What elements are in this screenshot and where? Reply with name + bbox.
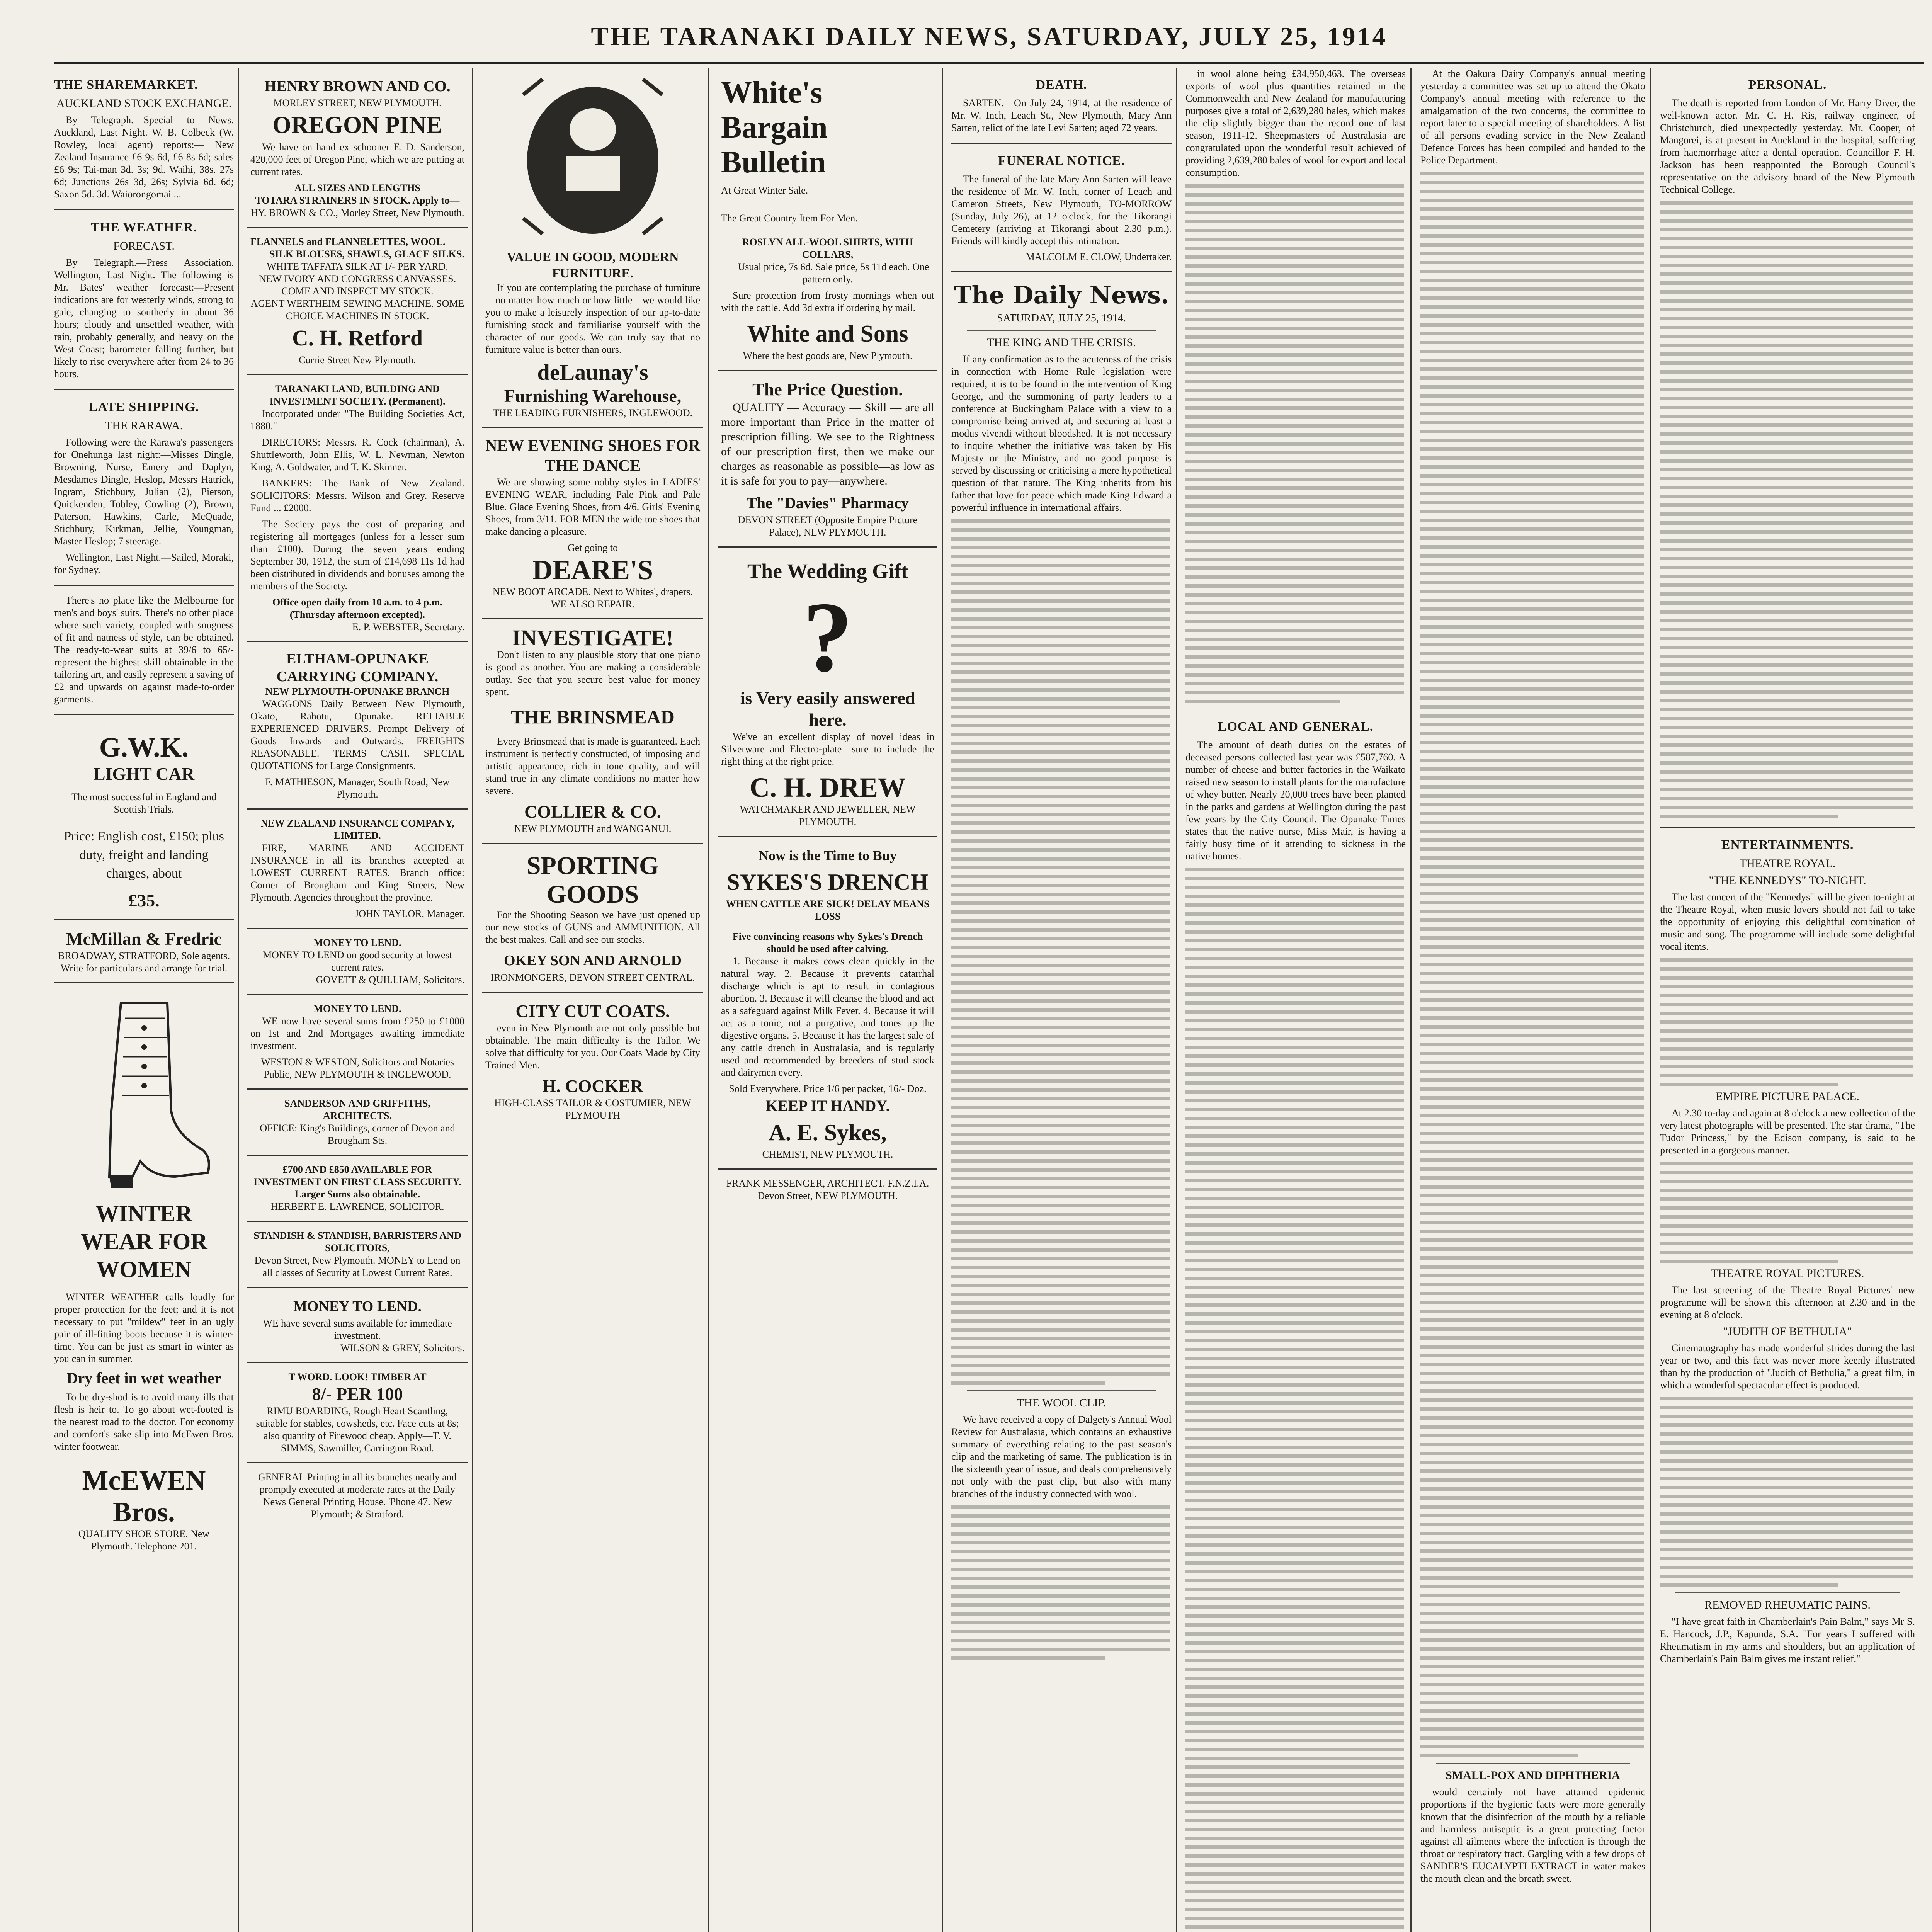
society-incorporation: Incorporated under "The Building Societies Act, 1880." [250,408,464,432]
standish-name: STANDISH & STANDISH, BARRISTERS AND SOLICITORS, [253,1230,461,1253]
wool-clip-heading: THE WOOL CLIP. [1017,1396,1106,1409]
dry-feet-text: To be dry-shod is to avoid many ills that flesh is heir to. To go about wet-footed is the nearest road to the doctor. For economy and comfort's sake slip into McEwen Bros. winter footwear. [54,1391,234,1452]
sporting-goods-advertisement [482,844,703,993]
money-heading: MONEY TO LEND. [313,937,401,948]
furniture-caption: VALUE IN GOOD, MODERN FURNITURE. [507,250,679,281]
retford-address: Currie Street New Plymouth. [299,354,416,366]
eltham-branch: NEW PLYMOUTH-OPUNAKE BRANCH [265,686,450,697]
okey-name: OKEY SON AND ARNOLD [504,952,682,969]
nzi-name: NEW ZEALAND INSURANCE COMPANY, LIMITED. [260,818,454,841]
column-rule [1176,68,1177,1932]
henry-brown-address: MORLEY STREET, NEW PLYMOUTH. [273,97,442,109]
wedding-gift-subheading: is Very easily answered here. [740,688,915,730]
retford-name: C. H. Retford [292,325,423,350]
divider [1436,1763,1630,1764]
divider [951,143,1172,144]
death-notice: SARTEN.—On July 24, 1914, at the residence of Mr. W. Inch, Leach St., New Plymouth, Mary Ann Sarten, relict of the late Levi Sarten; aged 72 years. [951,97,1172,133]
judith-text: Cinematography has made wonderful strides during the last year or two, and this fact was never more keenly illustrated than by the production of "Judith of Bethulia," a great film, in which a wonderful spectacular effect is produced. [1660,1342,1915,1391]
whites-side: At Great Winter Sale. [721,185,808,196]
sykes-drench-name: SYKES'S DRENCH [727,869,929,895]
keep-handy: KEEP IT HANDY. [765,1097,890,1114]
winter-wear-title: WINTER WEAR FOR WOMEN [80,1201,207,1282]
deares-intro: Get going to [568,542,618,553]
oregon-pine-title: OREGON PINE [272,112,442,138]
local-general-continued [1185,868,1406,1932]
whites-title-3: Bulletin [721,145,826,179]
money-heading: MONEY TO LEND. [293,1298,422,1315]
money-text: MONEY TO LEND on good security at lowest current rates. [263,949,452,973]
investigate-advertisement [482,619,703,844]
theatre-text: The last concert of the "Kennedys" will be given to-night at the Theatre Royal, when music lovers should not fail to take the opportunity of enjoying this delightful combination of music and song. The programme will include some delightful vocal items. [1660,891,1915,952]
deares-name: DEARE'S [532,554,653,585]
gwk-subtitle: LIGHT CAR [93,764,195,784]
melbourne-ad-text: There's no place like the Melbourne for men's and boys' suits. There's no other place where such variety, coupled with snugness of fit and natness of style, can be obtained. The ready-to-wear suits at 39/6 to 65/- represent the highest skill obtainable in the tailoring art, and easily represent a saving of £2 and upwards on against made-to-order garments. [54,595,234,705]
king-crisis-text: If any confirmation as to the acuteness of the crisis in connection with Home Rule legislation were required, it is to be found in the intervention of King George, and the summoning of party leaders to a conference at Buckingham Palace with a view to a compromise being arrived at, and securing at least a modus vivendi without bloodshed. It is not necessary to inquire whether the initiative was taken by His Majesty or the Ministry, and no good purpose is served by discussing or criticising a mere hypothetical question of that nature. The King inherits from his father that love for peace which made King Edward a powerful influence in international affairs. [951,354,1172,513]
gwk-price: Price: English cost, £150; plus duty, freight and landing charges, about [64,829,224,881]
kennedys-heading: "THE KENNEDYS" TO-NIGHT. [1709,874,1866,887]
mcmillan-name: McMillan & Fredric [66,929,222,949]
eltham-advertisement [247,642,468,810]
furniture-illustration [508,71,678,242]
delaunay-name: deLaunay's [537,360,648,385]
wedding-gift-advertisement [718,548,937,837]
personal-continued [1660,201,1915,818]
eltham-text: WAGGONS Daily Between New Plymouth, Okato, Rahotu, Opunake. RELIABLE EXPERIENCED DRIVERS. Prompt Delivery of Goods Inwards and Outwards. FREIGHTS REASONABLE. TERMS CASH. SPECIAL QUOTATIONS for Large Consignments. [250,698,464,771]
shipping-heading: LATE SHIPPING. [88,400,199,414]
roslyn-text: Sure protection from frosty mornings when out with the cattle. Add 3d extra if ordering by mail. [721,290,934,313]
divider [967,330,1156,331]
standish-advertisement [247,1222,468,1288]
mcmillan-advertisement [54,920,234,983]
editorial-date: SATURDAY, JULY 25, 1914. [997,312,1126,324]
investment-advertisement [247,1156,468,1222]
investment-text: £700 AND £850 AVAILABLE FOR INVESTMENT ON FIRST CLASS SECURITY. Larger Sums also obtainable. [253,1164,461,1200]
delaunay-warehouse: Furnishing Warehouse, [504,386,682,406]
timber-heading: T WORD. LOOK! TIMBER AT [288,1371,427,1383]
whites-advertisement [718,68,937,371]
funeral-notice: The funeral of the late Mary Ann Sarten will leave the residence of Mr. W. Inch, corner of Leach and Cameron Streets, New Plymouth, TO-MORROW (Sunday, July 26), at 12 o'clock, for the Tikorangi Cemetery (arriving at Tikorangi about 2.30 p.m.). Friends will kindly accept this intimation. [951,173,1172,247]
retford-advertisement [247,228,468,375]
empire-text: At 2.30 to-day and again at 8 o'clock a new collection of the very latest photographs will be presented. The star drama, "The Tudor Princess," by the Edison company, is said to be presented in a gorgeous manner. [1660,1107,1915,1156]
money-to-lend-2 [247,995,468,1090]
divider [54,585,234,586]
sykes-drench-advertisement [718,837,937,1170]
building-society-advertisement [247,375,468,642]
nzi-text: FIRE, MARINE AND ACCIDENT INSURANCE in all its branches accepted at LOWEST CURRENT RATES. Branch office: Corner of Brougham and King Streets, New Plymouth. Agencies throughout the province. [250,842,464,903]
money-to-lend-1 [247,929,468,995]
society-directors: DIRECTORS: Messrs. R. Cock (chairman), A. Shuttleworth, John Ellis, W. L. Newman, Newton King, A. Goldwater, and T. K. Skinner. [250,437,464,473]
shipping-text: Following were the Rarawa's passengers for Onehunga last night:—Misses Dingle, Browning, Nurse, Emery and Daplyn, Mesdames Dingle, Heslop, Messrs Hatrick, Ingram, Stichbury, Julian (2), Pierson, Quickenden, Tobley, Cowling (2), Brown, Paterson, Hawkins, Carle, McQuade, Stichbury, Kirkman, Jellie, Youngman, Master Heslop; 7 steerage. [54,437,234,547]
wedding-gift-heading: The Wedding Gift [747,560,908,583]
weather-heading: THE WEATHER. [90,220,197,235]
wool-clip-continued [951,1505,1172,1660]
oregon-pine-text: We have on hand ex schooner E. D. Sanderson, 420,000 feet of Oregon Pine, which we are putting at current rates. [250,141,464,177]
column-rule [708,68,709,1932]
drew-subtitle: WATCHMAKER AND JEWELLER, NEW PLYMOUTH. [740,804,916,827]
standish-text: Devon Street, New Plymouth. MONEY to Lend on all classes of Security at Lowest Current Rates. [254,1255,461,1278]
ae-sykes-name: A. E. Sykes, [769,1120,887,1145]
oregon-sizes: ALL SIZES AND LENGTHS [294,182,420,194]
collier-address: NEW PLYMOUTH and WANGANUI. [514,823,672,834]
city-coats-text: even in New Plymouth are not only possible but obtainable. The main difficulty is the Tailor. We solve that difficulty for you. Our Coats Made by City Trained Men. [485,1022,700,1071]
column-rule [238,68,239,1932]
local-general-heading: LOCAL AND GENERAL. [1218,719,1374,734]
judith-heading: "JUDITH OF BETHULIA" [1723,1325,1852,1338]
column-6 [1185,68,1406,1932]
theatre-continued [1660,958,1915,1086]
nzi-manager: JOHN TAYLOR, Manager. [355,908,464,919]
column-rule [1650,68,1651,1932]
column-4 [718,68,937,1932]
city-coats-heading: CITY CUT COATS. [515,1001,670,1021]
sharemarket-heading: THE SHAREMARKET. [54,78,198,92]
divider [54,714,234,715]
boot-illustration [75,995,214,1196]
totara-strainers: TOTARA STRAINERS IN STOCK. Apply to— [255,195,460,206]
whites-item: The Great Country Item For Men. [721,213,858,224]
timber-advertisement [247,1363,468,1463]
money-heading: MONEY TO LEND. [313,1003,401,1014]
sporting-goods-heading: SPORTING GOODS [526,852,659,908]
judith-continued [1660,1397,1915,1587]
divider [54,389,234,390]
column-8 [1660,68,1915,1932]
theatre-royal-heading: THEATRE ROYAL. [1739,857,1836,870]
money-solicitors: WILSON & GREY, Solicitors. [340,1342,464,1354]
divider [967,1390,1156,1391]
sykes-reasons: 1. Because it makes cows clean quickly in the natural way. 2. Because it prevents catarrhal discharge which is apt to result in contagious abortion. 3. Because it will cleanse the blood and act as a safeguard against Milk Fever. 4. Because it will act as a tonic, not a purgative, and tones up the digestive organs. 5. Because it has the largest sale of any cattle drench in Australasia, and is regularly used and recommended by breeders of stud stock and dairymen every. [721,956,934,1078]
flannels-line: FLANNELS and FLANNELETTES, WOOL. [250,236,446,247]
funeral-heading: FUNERAL NOTICE. [998,154,1125,168]
investigate-heading: INVESTIGATE! [512,625,673,650]
evening-shoes-heading: NEW EVENING SHOES FOR THE DANCE [485,437,700,475]
drew-name: C. H. DREW [749,772,906,803]
question-mark-icon: ? [803,582,853,693]
davies-address: DEVON STREET (Opposite Empire Picture Palace), NEW PLYMOUTH. [738,514,918,538]
whites-title-2: Bargain [721,111,828,145]
messenger-advertisement [718,1170,937,1210]
city-coats-advertisement [482,993,703,1129]
money-to-lend-3 [247,1288,468,1363]
timber-price: 8/- PER 100 [312,1384,403,1404]
mcmillan-text: Write for particulars and arrange for trial. [60,963,228,974]
furniture-illustration-block [482,71,703,242]
gwk-advertisement [54,724,234,920]
sanderson-office: OFFICE: King's Buildings, corner of Devon and Brougham Sts. [260,1122,455,1146]
sykes-sick-line: WHEN CATTLE ARE SICK! DELAY MEANS LOSS [726,898,930,922]
death-heading: DEATH. [1036,78,1087,92]
society-secretary: E. P. WEBSTER, Secretary. [352,621,464,633]
sporting-goods-text: For the Shooting Season we have just opened up our new stocks of GUNS and AMMUNITION. All the best makes. Call and see our stocks. [485,909,700,945]
local-general-column-text: At the Oakura Dairy Company's annual meeting yesterday a committee was set up to attend the Okato Company's annual meeting with reference to the amalgamation of the two concerns, the committee to report later to a special meeting of shareholders. A list of all persons evading service in the New Zealand Defence Forces has been compiled and handed to the Police Department. [1420,68,1645,166]
society-name: TARANAKI LAND, BUILDING AND INVESTMENT SOCIETY. (Permanent). [269,383,446,407]
winter-wear-advertisement [54,983,234,1291]
evening-shoes-text: We are showing some nobby styles in LADIES' EVENING WEAR, including Pale Pink and Pale Blue. Glace Evening Shoes, from 4/6. Girls' Evening Shoes, from 3/11. FOR MEN the wide toe shoes that make dancing a pleasure. [485,476,700,537]
sanderson-name: SANDERSON AND GRIFFITHS, ARCHITECTS. [284,1098,430,1121]
society-bankers: BANKERS: The Bank of New Zealand. SOLICITORS: Messrs. Wilson and Grey. Reserve Fund ... £2000. [250,478,464,514]
wool-clip-text: We have received a copy of Dalgety's Annual Wool Review for Australasia, which contains an exhaustive summary of everything relating to the past season's clip and the marketing of same. The publication is in the sixteenth year of issue, and deals comprehensively not only with the past clip, but also with many branches of the industry connected with wool. [951,1414,1172,1499]
money-text: WE now have several sums from £250 to £1000 on 1st and 2nd Mortgages awaiting immediate investment. [250,1015,464,1051]
messenger-text: FRANK MESSENGER, ARCHITECT. F.N.Z.I.A. Devon Street, NEW PLYMOUTH. [726,1178,929,1201]
whites-title-1: White's [721,76,823,110]
pictures-heading: THEATRE ROYAL PICTURES. [1711,1267,1864,1280]
nz-insurance-advertisement [247,810,468,929]
collier-name: COLLIER & CO. [524,802,661,821]
delaunay-address: THE LEADING FURNISHERS, INGLEWOOD. [493,407,693,418]
sanderson-advertisement [247,1090,468,1156]
price-question-text: QUALITY — Accuracy — Skill — are all more important than Price in the matter of prescription filling. We see to the Rightness of our prescription first, then we make our charges as reasonable as possible—as low as it is safe for you to pay—anywhere. [721,401,934,487]
exchange-heading: AUCKLAND STOCK EXCHANGE. [56,97,232,110]
furniture-advertisement [482,242,703,428]
smallpox-text: would certainly not have attained epidemic proportions if the hygienic facts were more generally known that the disinfection of the mouth by a reliable and harmless antiseptic is a great protecting factor against all ailments where the infection is through the throat or respiratory tract. Gargling with a few drops of SANDER'S EUCALYPTI EXTRACT in water makes the mouth clean and the breath sweet. [1420,1786,1645,1884]
white-and-sons-subtitle: Where the best goods are, New Plymouth. [743,350,913,361]
society-text: The Society pays the cost of preparing and registering all mortgages (unless for a lesser sum than £100). During the seven years ending September 30, 1912, the sum of £14,698 11s 1d had been distributed in dividends and bonuses among the members of the Society. [250,519,464,592]
mcewen-name: McEWEN Bros. [82,1465,206,1527]
white-and-sons: White and Sons [747,321,908,347]
masthead: THE TARANAKI DAILY NEWS, SATURDAY, JULY 25, 1914 [591,22,1388,51]
exchange-report: By Telegraph.—Special to News. Auckland, Last Night. W. B. Colbeck (W. Rowley, local agent) reports:— New Zealand Insurance £6 9s 6d, £6 8s 6d; sales £6 9s; Tai-man 3d. 3s; 9d. Waihi, 38s. 27s 6d; Junctions 26s 3d, 26s; Sylvia 6d. 6d; Saxon 5d. 3d. Waiorongomai ... [54,114,234,200]
totara-contact: HY. BROWN & CO., Morley Street, New Plymouth. [250,207,464,218]
daily-news-title: The Daily News. [954,281,1169,309]
taffeta-line: WHITE TAFFATA SILK AT 1/- PER YARD. [267,261,448,272]
forecast-text: By Telegraph.—Press Association. Wellington, Last Night. The following is Mr. Bates' weather forecast:—Present indications are for westerly winds, strong to gale, changing to southerly in about 36 hours; cloudy and unsettled weather, with rain, probably generally, and heavy on the West Coast; barometer falling further, but likely to rise everywhere after from 24 to 36 hours. [54,257,234,379]
divider [951,271,1172,272]
wertheim-line: AGENT WERTHEIM SEWING MACHINE. SOME CHOICE MACHINES IN STOCK. [250,298,464,321]
price-question-advertisement [718,371,937,548]
king-crisis-continued [951,519,1172,1385]
brinsmead-heading: THE BRINSMEAD [511,706,675,728]
cocker-name: H. COCKER [542,1076,643,1096]
column-rule [1410,68,1412,1932]
dry-feet-heading: Dry feet in wet weather [66,1369,221,1387]
brinsmead-text: Every Brinsmead that is made is guaranteed. Each instrument is perfectly constructed, of imposing and artistic appearance, rich in tone quality, and will stand true in any climate conditions no matter how severe. [485,736,700,796]
roslyn-price: Usual price, 7s 6d. Sale price, 5s 11d each. One pattern only. [738,261,929,285]
evening-shoes-advertisement [482,428,703,619]
investment-solicitor: HERBERT E. LAWRENCE, SOLICITOR. [270,1201,444,1212]
personal-text: The death is reported from London of Mr. Harry Diver, the well-known actor. Mr. C. H. Ris, railway engineer, of Christchurch, died unexpectedly yesterday. Mr. Cooper, of Mangorei, is at present in Auckland in the hospital, suffering from haemorrhage after a dental operation. Councillor F. H. Jackson has been reappointed the Borough Council's representative on the advisory board of the New Plymouth Technical College. [1660,97,1915,195]
empire-continued [1660,1162,1915,1263]
divider [54,209,234,210]
price-question-heading: The Price Question. [752,379,903,399]
henry-brown-advertisement [247,68,468,228]
column-7 [1420,68,1645,1932]
divider [1675,1592,1900,1593]
mcewen-advertisement [54,1457,234,1560]
shipping-text-2: Wellington, Last Night.—Sailed, Moraki, for Sydney. [54,552,234,575]
society-office-hours: Office open daily from 10 a.m. to 4 p.m. (Thursday afternoon excepted). [272,597,443,620]
sykes-sold: Sold Everywhere. Price 1/6 per packet, 16/- Doz. [729,1083,927,1094]
shipping-subheading: THE RARAWA. [105,419,183,432]
smallpox-heading: SMALL-POX AND DIPHTHERIA [1446,1769,1620,1782]
rheumatic-heading: REMOVED RHEUMATIC PAINS. [1704,1599,1871,1611]
gwk-text: The most successful in England and Scottish Trials. [71,791,216,815]
column-2 [247,68,468,1932]
mcewen-subtitle: QUALITY SHOE STORE. New Plymouth. Telephone 201. [78,1528,210,1552]
printing-text: GENERAL Printing in all its branches neatly and promptly executed at moderate rates at the Daily News General Printing House. 'Phone 47. New Plymouth; & Stratford. [258,1471,457,1520]
davies-name: The "Davies" Pharmacy [747,494,909,512]
rheumatic-text: "I have great faith in Chamberlain's Pain Balm," says Mr S. E. Hancock, J.P., Kapunda, S.A. "For years I suffered with Rheumatism in my arms and shoulders, but an application of Chamberlain's Pain Balm gives me instant relief." [1660,1616,1915,1664]
gwk-title: G.W.K. [99,732,189,763]
personal-heading: PERSONAL. [1748,78,1827,92]
money-text: WE have several sums available for immediate investment. [263,1318,452,1341]
furniture-text: If you are contemplating the purchase of furniture—no matter how much or how little—we would like you to make a leisurely inspection of our up-to-date furnishing stock and familiarise yourself with the character of our goods. We can truly say that no furniture value is better than ours. [485,282,700,355]
pictures-text: The last screening of the Theatre Royal Pictures' new programme will be shown this afternoon at 2.30 and in the evening at 8 o'clock. [1660,1284,1915,1320]
entertainments-heading: ENTERTAINMENTS. [1721,838,1854,852]
money-solicitors: GOVETT & QUILLIAM, Solicitors. [316,974,464,985]
local-general-text: The amount of death duties on the estates of deceased persons collected last year was £587,760. A number of cheese and butter factories in the Waikato raised new season to install plants for the manufacture of whey butter. Nearly 20,000 trees have been planted in the parks and gardens at Wellington during the past few years by the City Council. The Opunake Times states that the native nurse, Miss Mair, is having a fairly busy time of it attending to sickness in the native homes. [1185,739,1406,862]
mcmillan-address: BROADWAY, STRATFORD, Sole agents. [58,950,230,961]
column-rule [942,68,943,1932]
deares-subtitle: NEW BOOT ARCADE. Next to Whites', drapers. WE ALSO REPAIR. [492,586,693,610]
investigate-text: Don't listen to any plausible story that one piano is good as another. You are making a considerable outlay. See that you secure best value for money spent. [485,649,700,697]
funeral-undertaker: MALCOLM E. CLOW, Undertaker. [1026,251,1172,262]
column-5 [951,68,1172,1932]
silk-line: SILK BLOUSES, SHAWLS, GLACE SILKS. [269,248,464,260]
king-crisis-heading: THE KING AND THE CRISIS. [987,336,1136,349]
ae-sykes-subtitle: CHEMIST, NEW PLYMOUTH. [762,1149,893,1160]
eltham-name: ELTHAM-OPUNAKE CARRYING COMPANY. [276,651,439,685]
divider [1660,827,1915,828]
empire-heading: EMPIRE PICTURE PALACE. [1716,1090,1859,1103]
eltham-manager: F. MATHIESON, Manager, South Road, New Plymouth. [265,776,450,800]
roslyn-shirts: ROSLYN ALL-WOOL SHIRTS, WITH COLLARS, [742,236,913,260]
column-1 [54,68,234,1932]
sykes-five-reasons: Five convincing reasons why Sykes's Drench should be used after calving. [732,931,923,954]
winter-wear-text: WINTER WEATHER calls loudly for proper protection for the feet; and it is not necessary to put "mildew" feet in an ugly pair of ill-fitting boots because it is winter-time. You can be just as smart in winter as you can in summer. [54,1291,234,1364]
timber-text: RIMU BOARDING, Rough Heart Scantling, suitable for stables, cowsheds, etc. Face cuts at 8s; also quantity of Firewood cheap. Apply—T. V. SIMMS, Sawmiller, Carrington Road. [256,1405,459,1454]
money-solicitors: WESTON & WESTON, Solicitors and Notaries Public, NEW PLYMOUTH & INGLEWOOD. [261,1056,454,1080]
wool-clip-continued [1185,184,1406,703]
local-general-column-continued [1420,172,1645,1757]
sykes-heading: Now is the Time to Buy [759,848,897,863]
henry-brown-name: HENRY BROWN AND CO. [264,77,451,95]
column-rule [472,68,473,1932]
column-3 [482,68,703,1932]
cocker-subtitle: HIGH-CLASS TAILOR & COSTUMIER, NEW PLYMOUTH [494,1097,691,1121]
okey-address: IRONMONGERS, DEVON STREET CENTRAL. [490,972,695,983]
printing-advertisement [247,1463,468,1528]
wedding-gift-text: We've an excellent display of novel ideas in Silverware and Electro-plate—sure to include the right thing at the right price. [721,731,934,767]
wool-clip-continuation: in wool alone being £34,950,463. The overseas exports of wool plus quantities retained in the Commonwealth and New Zealand for manufacturing purposes give a total of 2,639,280 bales, which makes the clip slightly bigger than the record one of last season, 1911-12. Sheepmasters of Australasia are congratulated upon the wonderful result achieved of providing 2,639,280 bales of wool for export and local consumption. [1185,68,1406,178]
ivory-line: NEW IVORY AND CONGRESS CANVASSES. COME AND INSPECT MY STOCK. [259,273,456,297]
gwk-total: £35. [128,891,160,910]
forecast-label: FORECAST. [113,240,175,252]
